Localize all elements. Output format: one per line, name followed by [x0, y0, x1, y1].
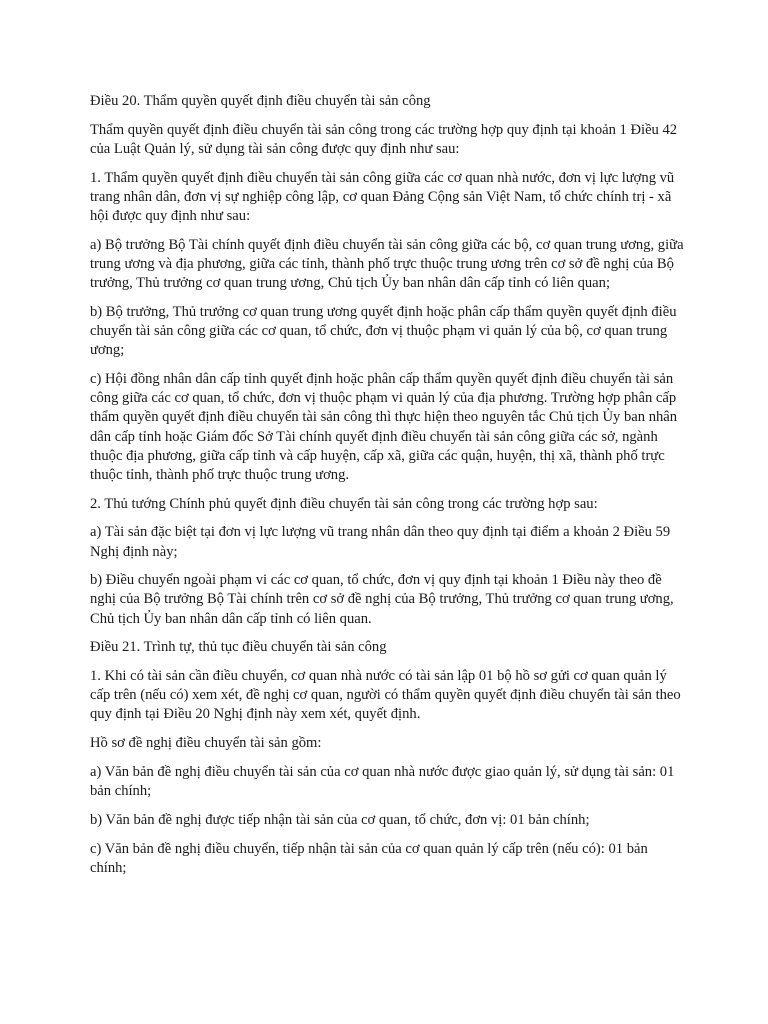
article-20-clause-1-point-c: c) Hội đồng nhân dân cấp tỉnh quyết định hoặc phân cấp thẩm quyền quyết định điều chuyển tài sản công giữa các cơ quan, tổ chức, đơn vị thuộc phạm vi quản lý của địa phương. Trường hợp phân cấp thẩm quyền quyết định điều chuyển tài sản công thì thực hiện theo nguyên tắc Chủ tịch Ủy ban nhân dân cấp tỉnh hoặc Giám đốc Sở Tài chính quyết định điều chuyển tài sản công giữa các sở, ngành thuộc địa phương, giữa cấp tỉnh và cấp huyện, cấp xã, giữa các quận, huyện, thị xã, thành phố trực thuộc tỉnh, thành phố trực thuộc trung ương. [90, 370, 678, 483]
article-20-clause-2: 2. Thủ tướng Chính phủ quyết định điều chuyển tài sản công trong các trường hợp sau: [90, 495, 598, 512]
article-20-clause-2-point-b: b) Điều chuyển ngoài phạm vi các cơ quan, tổ chức, đơn vị quy định tại khoản 1 Điều này theo đề nghị của Bộ trưởng Bộ Tài chính trên cơ sở đề nghị của Bộ trưởng, Thủ trưởng cơ quan trung ương, Chủ tịch Ủy ban nhân dân cấp tỉnh có liên quan. [90, 572, 674, 627]
article-20-heading: Điều 20. Thẩm quyền quyết định điều chuyển tài sản công [90, 93, 431, 109]
dossier-item-a: a) Văn bản đề nghị điều chuyển tài sản của cơ quan nhà nước được giao quản lý, sử dụng tài sản: 01 bản chính; [90, 763, 675, 800]
dossier-intro: Hồ sơ đề nghị điều chuyển tài sản gồm: [90, 735, 322, 752]
article-20-clause-2-point-a: a) Tài sản đặc biệt tại đơn vị lực lượng vũ trang nhân dân theo quy định tại điểm a khoản 2 Điều 59 Nghị định này; [90, 524, 671, 560]
article-20-clause-1-point-b: b) Bộ trưởng, Thủ trưởng cơ quan trung ương quyết định hoặc phân cấp thẩm quyền quyết định điều chuyển tài sản công giữa các cơ quan, tổ chức, đơn vị thuộc phạm vi quản lý của bộ, cơ quan trung ương; [90, 303, 677, 359]
article-21-clause-1: 1. Khi có tài sản cần điều chuyển, cơ quan nhà nước có tài sản lập 01 bộ hồ sơ gửi cơ quan quản lý cấp trên (nếu có) xem xét, đề nghị cơ quan, người có thẩm quyền quyết định điều chuyển tài sản theo quy định tại Điều 20 Nghị định này xem xét, quyết định. [90, 668, 681, 723]
dossier-item-b: b) Văn bản đề nghị được tiếp nhận tài sản của cơ quan, tổ chức, đơn vị: 01 bản chính; [90, 811, 590, 828]
document-page [90, 92, 686, 887]
article-20-intro: Thẩm quyền quyết định điều chuyển tài sản công trong các trường hợp quy định tại khoản 1 Điều 42 của Luật Quản lý, sử dụng tài sản công được quy định như sau: [90, 121, 678, 157]
article-20-clause-1: 1. Thẩm quyền quyết định điều chuyển tài sản công giữa các cơ quan nhà nước, đơn vị lực lượng vũ trang nhân dân, đơn vị sự nghiệp công lập, cơ quan Đảng Cộng sản Việt Nam, tổ chức chính trị - xã hội được quy định như sau: [90, 169, 675, 225]
article-20-clause-1-point-a: a) Bộ trưởng Bộ Tài chính quyết định điều chuyển tài sản công giữa các bộ, cơ quan trung ương, giữa trung ương và địa phương, giữa các tỉnh, thành phố trực thuộc trung ương trên cơ sở đề nghị của Bộ trưởng, Thủ trưởng cơ quan trung ương, Chủ tịch Ủy ban nhân dân cấp tỉnh có liên quan; [90, 236, 684, 292]
dossier-item-c: c) Văn bản đề nghị điều chuyển, tiếp nhận tài sản của cơ quan quản lý cấp trên (nếu có): 01 bản chính; [90, 840, 648, 876]
article-21-heading: Điều 21. Trình tự, thủ tục điều chuyển tài sản công [90, 639, 387, 656]
